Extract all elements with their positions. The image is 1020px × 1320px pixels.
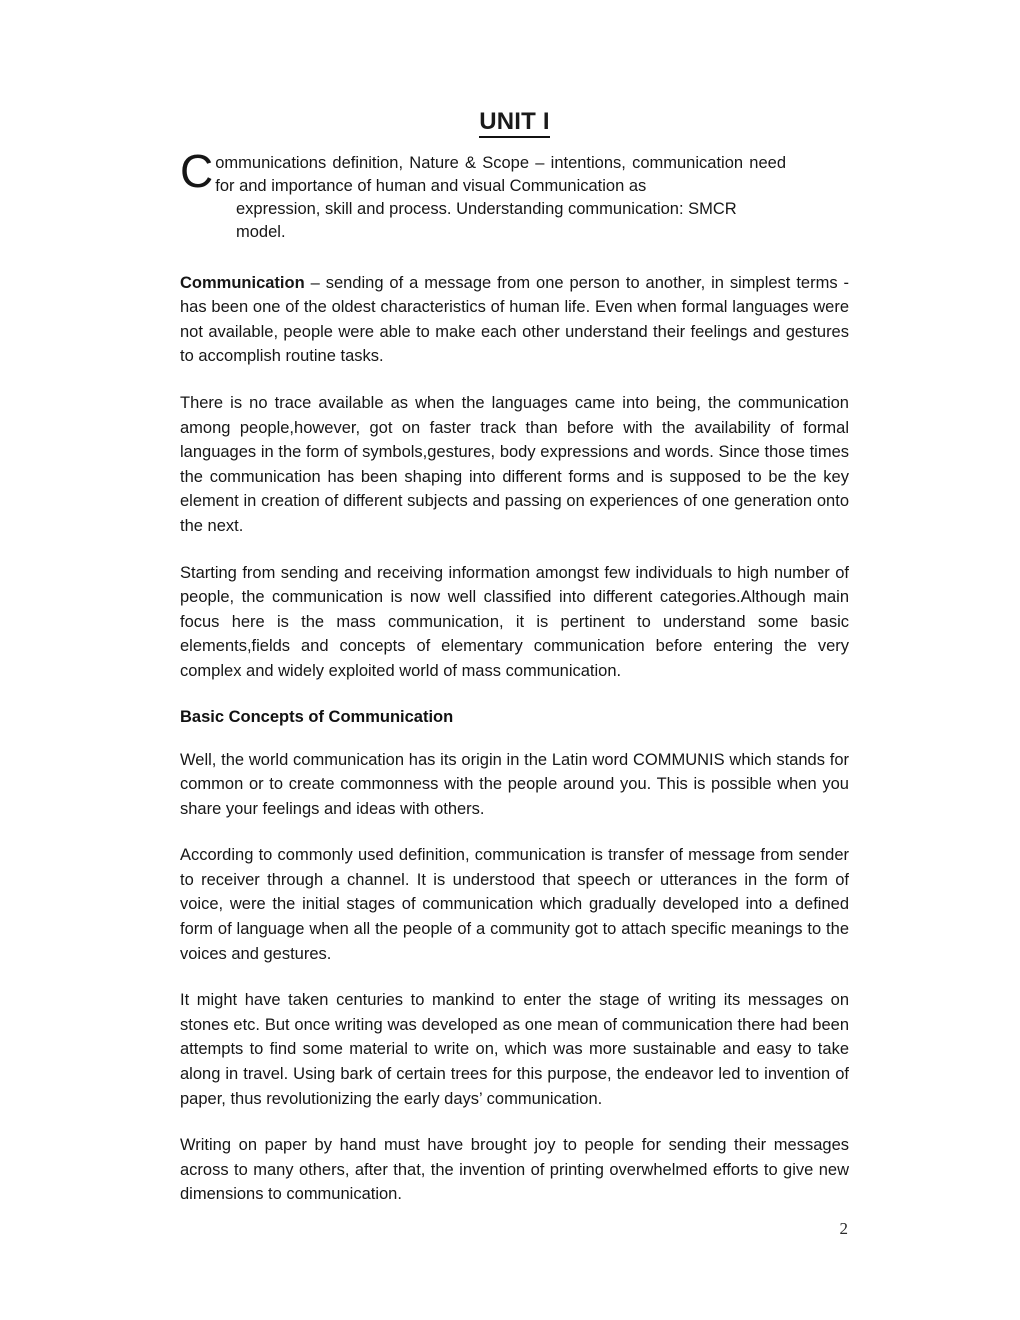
abstract-line-3: expression, skill and process. Understanding communication: SMCR — [236, 199, 737, 218]
abstract-line-1: ommunications definition, Nature & Scope – intentions, communication — [215, 153, 744, 172]
page-title — [180, 108, 849, 136]
paragraph-writing-history: It might have taken centuries to mankind to enter the stage of writing its messages on stones etc. But once writing was developed as one mean of communication there had been attempts to find some material to write on, which was more sustainable and easy to take along in travel. Using bark of certain trees for this purpose, the endeavor led to invention of paper, thus revolutionizing the early days’ communication. — [180, 991, 849, 1108]
drop-cap-letter: C — [180, 144, 214, 197]
document-content — [180, 108, 849, 1207]
paragraph-lead-term: Communication — [180, 273, 305, 292]
paragraph-no-trace: There is no trace available as when the languages came into being, the communication among people,however, got on faster track than before with the availability of formal languages in the form of symbols,gestures, body expressions and words. Since those times the communication has been shaping into different forms and is supposed to be the key element in creation of different subjects and passing on experiences of one generation onto the next. — [180, 393, 849, 535]
abstract-block — [180, 144, 787, 244]
paragraph-definition: According to commonly used definition, communication is transfer of message from sender to receiver through a channel. It is understood that speech or utterances in the form of voice, were the initial stages of communication which gradually developed into a defined form of language when all the people of a community got to attach specific meanings to the voices and gestures. — [180, 846, 849, 963]
paragraph-communication — [180, 271, 849, 369]
paragraph-text: – sending of a message from one person to another, in simplest terms - has been one of the oldest characteristics of human life. Even when formal languages were not available, people were able to make each other understand their feelings and gestures to accomplish routine tasks. — [180, 273, 849, 366]
paragraph-communis-origin: Well, the world communication has its origin in the Latin word COMMUNIS which stands for common or to create commonness with the people around you. This is possible when you share your feelings and ideas with others. — [180, 750, 849, 818]
paragraph-starting-from: Starting from sending and receiving information amongst few individuals to high number of people, the communication is now well classified into different categories.Although main focus here is the mass communication, it is pertinent to understand some basic elements,fields and concepts of elementary communication before entering the very complex and widely exploited world of mass communication. — [180, 563, 849, 680]
paragraph-printing: Writing on paper by hand must have brought joy to people for sending their messages across to many others, after that, the invention of printing overwhelmed efforts to give new dimensions to communication. — [180, 1136, 849, 1204]
page-title-text: UNIT I — [479, 108, 550, 138]
section-heading-basic-concepts: Basic Concepts of Communication — [180, 707, 454, 726]
page-number: 2 — [839, 1219, 848, 1238]
abstract-line-4: model. — [236, 222, 286, 241]
abstract-line-2: need for and importance of human and visual Communication as — [215, 153, 787, 195]
